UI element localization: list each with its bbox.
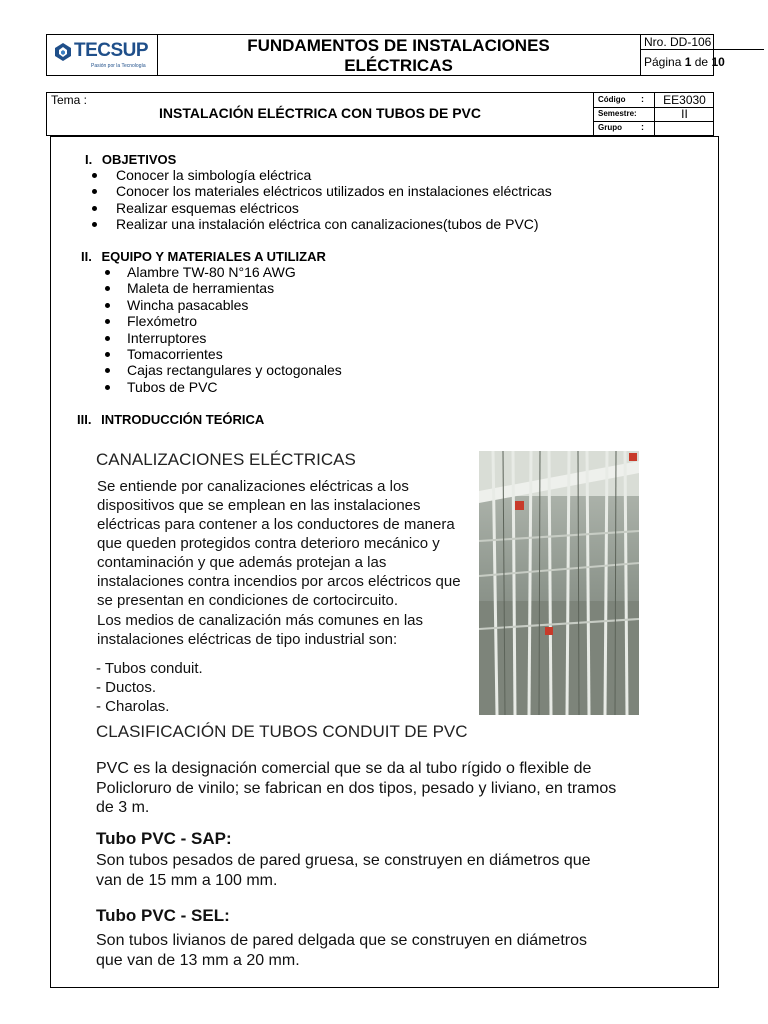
section-title: OBJETIVOS — [101, 152, 177, 167]
sel-paragraph: Son tubos livianos de pared delgada que se construyen en diámetros que van de 13 mm a 20 mm. — [96, 932, 587, 969]
doc-number-cell — [640, 35, 725, 75]
sel-heading: Tubo PVC - SEL: — [96, 906, 230, 925]
bullet-icon — [92, 189, 97, 194]
bullet-icon — [105, 319, 110, 324]
slide-paragraph-2: Los medios de canalización más comunes en las instalaciones eléctricas de tipo industrial son: — [97, 612, 424, 648]
bullet-icon — [105, 270, 110, 275]
list-item: Realizar esquemas eléctricos — [92, 200, 552, 216]
semestre-label: Semestre: — [598, 109, 637, 118]
list-item: Flexómetro — [105, 313, 342, 329]
codigo-value: EE3030 — [654, 93, 714, 107]
list-item: Interruptores — [105, 330, 342, 346]
conduit-installation-photo — [479, 451, 639, 715]
slide-list — [96, 659, 203, 716]
section-title: INTRODUCCIÓN TEÓRICA — [101, 412, 265, 427]
bullet-icon — [105, 286, 110, 291]
slide-paragraph-3: PVC es la designación comercial que se da al tubo rígido o flexible de Policloruro de vinilo; se fabrican en dos tipos, pesado y liviano, en tramos de 3 m. — [96, 760, 617, 816]
section-objetivos-heading — [85, 152, 176, 167]
bullet-icon — [105, 368, 110, 373]
list-item: - Tubos conduit. — [96, 660, 203, 677]
list-item: Alambre TW-80 N°16 AWG — [105, 264, 342, 280]
codigo-row — [593, 93, 713, 108]
bullet-icon — [92, 206, 97, 211]
document-header — [46, 34, 725, 76]
list-item: Conocer la simbología eléctrica — [92, 167, 552, 183]
conduit-photo-image — [479, 451, 639, 715]
title-line-2: ELÉCTRICAS — [344, 56, 453, 75]
list-item: Conocer los materiales eléctricos utilizados en instalaciones eléctricas — [92, 183, 552, 199]
grupo-label: Grupo — [598, 123, 622, 132]
grupo-value — [654, 121, 714, 135]
slide-heading-clasificacion: CLASIFICACIÓN DE TUBOS CONDUIT DE PVC — [96, 722, 468, 741]
doc-number: Nro. DD-106 — [640, 35, 764, 50]
section-equipo-heading — [81, 249, 326, 264]
page-label: Página — [644, 55, 682, 69]
list-item: Tubos de PVC — [105, 379, 342, 395]
colon: : — [641, 94, 644, 104]
semestre-value: II — [654, 107, 714, 121]
slide-paragraph-1: Se entiende por canalizaciones eléctricas a los dispositivos que se emplean en las instalaciones eléctricas para contener a los conductores de manera que queden protegidos contra deterioro mecánico y contaminación y que además protejan a las instalaciones contra incendios por arcos eléctricos que se presentan en condiciones de cortocircuito. — [97, 478, 461, 609]
section-title: EQUIPO Y MATERIALES A UTILIZAR — [101, 249, 326, 264]
bullet-icon — [105, 336, 110, 341]
bullet-icon — [105, 352, 110, 357]
slide-heading-canalizaciones: CANALIZACIONES ELÉCTRICAS — [96, 450, 356, 469]
bullet-icon — [105, 385, 110, 390]
tema-cell — [47, 93, 594, 135]
tema-label: Tema : — [51, 93, 88, 107]
page-indicator — [640, 50, 764, 74]
logo-tagline: Pasión por la Tecnología — [91, 63, 146, 69]
colon: : — [641, 122, 644, 132]
document-title — [157, 35, 641, 76]
equipo-list — [105, 264, 342, 395]
bullet-icon — [105, 303, 110, 308]
page-total: 10 — [711, 55, 725, 69]
section-number: III. — [77, 412, 92, 427]
sap-paragraph: Son tubos pesados de pared gruesa, se construyen en diámetros que van de 15 mm a 100 mm. — [96, 852, 591, 889]
section-number: I. — [85, 152, 93, 167]
page-of: de — [694, 55, 709, 69]
logo-text: TECSUP — [74, 40, 149, 61]
codigo-label: Código — [598, 95, 626, 104]
grupo-row — [593, 121, 713, 135]
list-item: - Charolas. — [96, 698, 170, 715]
list-item: Maleta de herramientas — [105, 280, 342, 296]
sap-heading: Tubo PVC - SAP: — [96, 829, 232, 848]
page-number: 1 — [684, 55, 692, 69]
section-intro-heading — [77, 412, 264, 427]
meta-table — [593, 93, 713, 135]
list-item: Wincha pasacables — [105, 297, 342, 313]
tecsup-logo-icon — [53, 42, 73, 62]
section-number: II. — [81, 249, 92, 264]
list-item: Cajas rectangulares y octogonales — [105, 362, 342, 378]
list-item: Tomacorrientes — [105, 346, 342, 362]
list-item: Realizar una instalación eléctrica con canalizaciones(tubos de PVC) — [92, 216, 552, 232]
objetivos-list — [92, 167, 552, 233]
bullet-icon — [92, 173, 97, 178]
title-line-1: FUNDAMENTOS DE INSTALACIONES — [247, 36, 550, 55]
semestre-row — [593, 107, 713, 122]
bullet-icon — [92, 222, 97, 227]
logo-cell — [47, 35, 158, 75]
tema-header — [46, 92, 714, 136]
tema-title: INSTALACIÓN ELÉCTRICA CON TUBOS DE PVC — [158, 105, 481, 121]
list-item: - Ductos. — [96, 679, 157, 696]
